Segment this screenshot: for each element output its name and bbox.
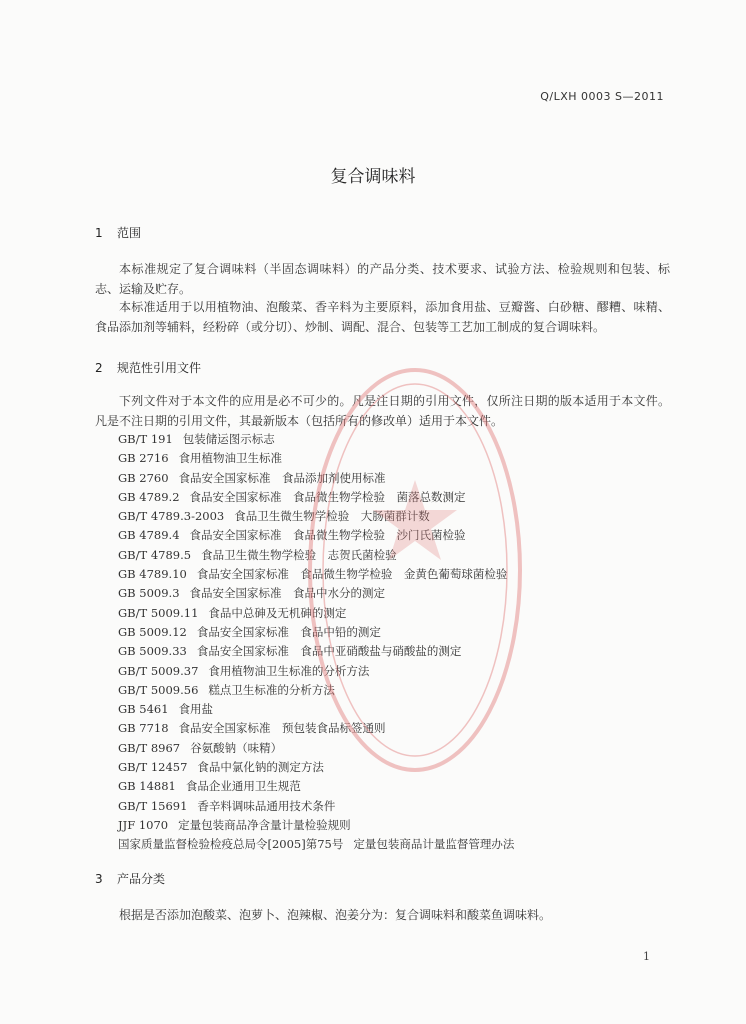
reference-item (118, 488, 678, 507)
section-3-paragraph-1: 根据是否添加泡酸菜、泡萝卜、泡辣椒、泡姜分为：复合调味料和酸菜鱼调味料。 (119, 908, 552, 922)
reference-name: 谷氨酸钠（味精） (190, 740, 283, 755)
reference-code: GB 2716 (118, 451, 169, 466)
reference-item (118, 797, 678, 816)
reference-code: GB 5009.12 (118, 624, 187, 639)
reference-code: GB/T 5009.11 (118, 605, 199, 620)
reference-item (118, 584, 678, 603)
reference-item (118, 623, 678, 642)
reference-name: 糕点卫生标准的分析方法 (208, 682, 335, 697)
reference-item (118, 739, 678, 758)
document-code: Q/LXH 0003 S—2011 (540, 90, 664, 103)
reference-name: 食品安全国家标准 食品中亚硝酸盐与硝酸盐的测定 (196, 644, 462, 659)
reference-name: 包装储运图示标志 (182, 432, 275, 446)
reference-name: 食用盐 (178, 702, 214, 717)
reference-code: GB 4789.2 (118, 489, 180, 504)
section-2-heading (95, 359, 201, 376)
reference-item (118, 565, 678, 584)
reference-item (118, 777, 678, 796)
reference-name: 食品安全国家标准 食品微生物学检验 菌落总数测定 (189, 489, 466, 504)
reference-item (118, 430, 678, 449)
reference-name: 定量包装商品计量监督管理办法 (353, 837, 515, 852)
section-title: 产品分类 (117, 872, 166, 886)
section-number: 2 (95, 361, 103, 375)
reference-item (118, 604, 678, 623)
reference-code: GB 5009.3 (118, 586, 180, 601)
reference-code: GB 5461 (118, 702, 169, 717)
reference-item (118, 546, 678, 565)
reference-item (118, 719, 678, 738)
reference-name: 食用植物油卫生标准 (178, 451, 283, 466)
section-number: 3 (95, 872, 103, 886)
reference-item (118, 816, 678, 835)
section-title: 规范性引用文件 (117, 361, 202, 375)
section-1-heading (95, 224, 141, 241)
reference-name: 食品安全国家标准 食品添加剂使用标准 (178, 470, 386, 485)
reference-item (118, 700, 678, 719)
reference-item (118, 449, 678, 468)
reference-name: 食品中氯化钠的测定方法 (197, 760, 324, 775)
reference-item (118, 507, 678, 526)
reference-code: GB/T 5009.37 (118, 663, 199, 678)
reference-code: GB/T 8967 (118, 740, 181, 755)
reference-name: 食品卫生微生物学检验 大肠菌群计数 (234, 509, 430, 524)
reference-name: 食品安全国家标准 食品微生物学检验 沙门氏菌检验 (189, 528, 466, 543)
reference-code: GB/T 4789.3-2003 (118, 509, 225, 524)
section-2-paragraph-1: 下列文件对于本文件的应用是必不可少的。凡是注日期的引用文件，仅所注日期的版本适用于本文件。凡是不注日期的引用文件，其最新版本（包括所有的修改单）适用于本文件。 (95, 394, 670, 428)
reference-item (118, 642, 678, 661)
reference-code: GB 2760 (118, 470, 169, 485)
reference-code: GB/T 12457 (118, 760, 188, 775)
reference-code: GB 4789.4 (118, 528, 180, 543)
reference-name: 食用植物油卫生标准的分析方法 (208, 663, 370, 678)
reference-list (118, 430, 678, 855)
reference-name: 食品中总砷及无机砷的测定 (208, 605, 347, 620)
reference-code: JJF 1070 (118, 817, 169, 832)
reference-name: 食品卫生微生物学检验 志贺氏菌检验 (201, 547, 397, 562)
reference-code: GB/T 191 (118, 432, 173, 446)
section-title: 范围 (117, 226, 142, 240)
reference-item (118, 758, 678, 777)
section-1-paragraph-1: 本标准规定了复合调味料（半固态调味料）的产品分类、技术要求、试验方法、检验规则和包装、标志、运输及贮存。 (95, 262, 670, 296)
reference-item (118, 469, 678, 488)
reference-name: 食品企业通用卫生规范 (185, 779, 301, 794)
page-number: 1 (643, 950, 650, 963)
reference-code: GB/T 4789.5 (118, 547, 192, 562)
document-title: 复合调味料 (330, 167, 416, 187)
reference-item (118, 526, 678, 545)
reference-name: 香辛料调味品通用技术条件 (197, 798, 336, 813)
reference-item (118, 835, 678, 854)
reference-name: 食品安全国家标准 食品中水分的测定 (189, 586, 386, 601)
reference-code: GB 14881 (118, 779, 176, 794)
reference-code: GB 7718 (118, 721, 169, 736)
section-3-heading (95, 870, 165, 887)
section-number: 1 (95, 226, 103, 240)
reference-name: 定量包装商品净含量计量检验规则 (178, 817, 351, 832)
reference-code: GB/T 5009.56 (118, 682, 199, 697)
reference-code: 国家质量监督检验检疫总局令[2005]第75号 (118, 837, 344, 852)
reference-code: GB/T 15691 (118, 798, 188, 813)
reference-code: GB 4789.10 (118, 567, 187, 582)
reference-name: 食品安全国家标准 预包装食品标签通则 (178, 721, 386, 736)
reference-name: 食品安全国家标准 食品微生物学检验 金黄色葡萄球菌检验 (196, 567, 508, 582)
reference-code: GB 5009.33 (118, 644, 187, 659)
reference-item (118, 681, 678, 700)
reference-name: 食品安全国家标准 食品中铅的测定 (196, 624, 381, 639)
reference-item (118, 662, 678, 681)
section-1-paragraph-2: 本标准适用于以用植物油、泡酸菜、香辛料为主要原料，添加食用盐、豆瓣酱、白砂糖、醪糟、味精、食品添加剂等辅料，经粉碎（或分切）、炒制、调配、混合、包装等工艺加工制成的复合调味料。 (95, 300, 670, 334)
